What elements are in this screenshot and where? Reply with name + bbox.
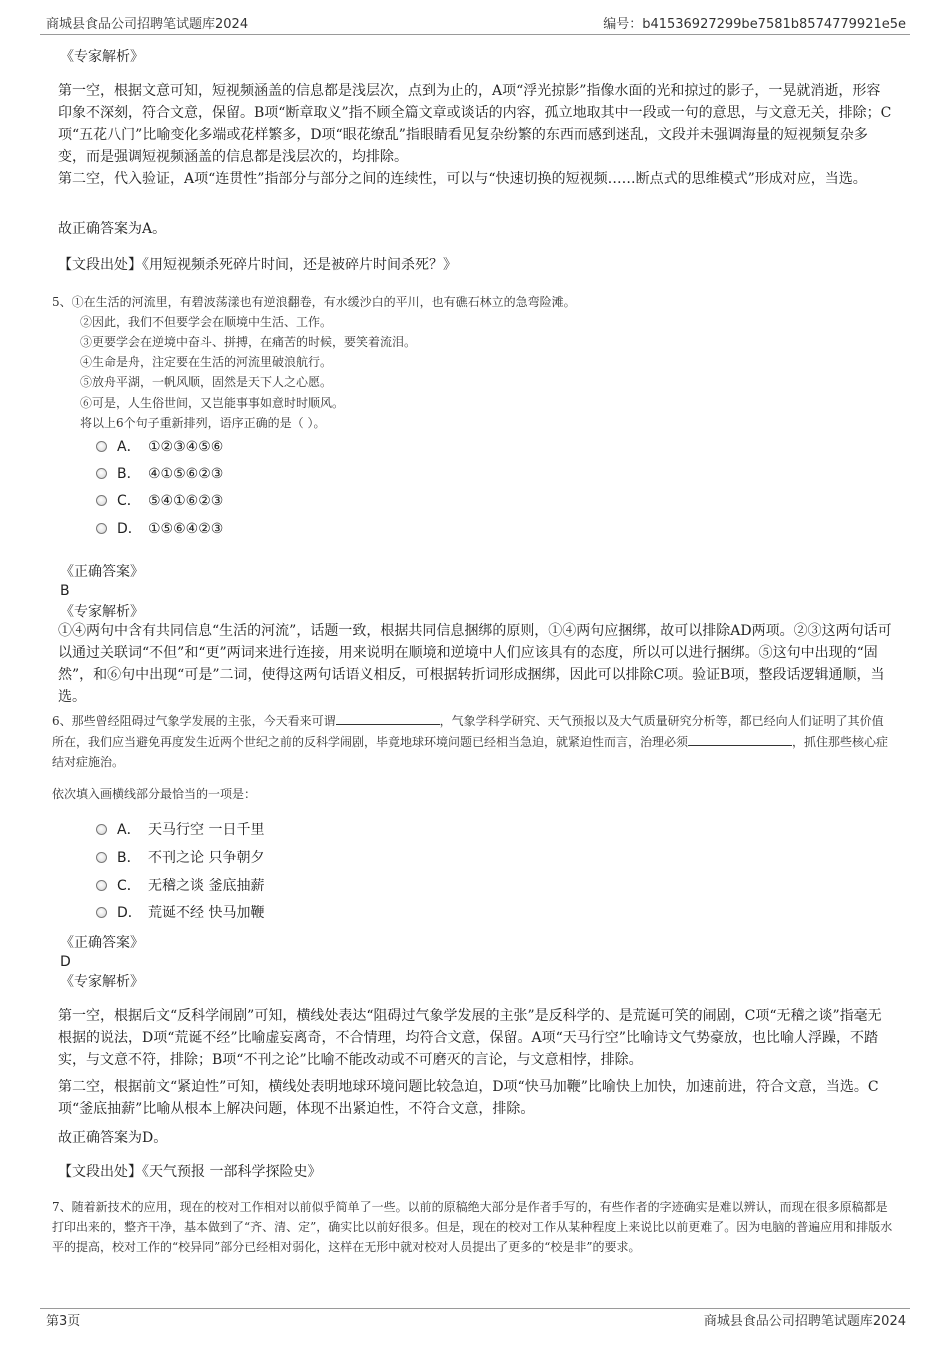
option-text: 无稽之谈 釜底抽薪	[148, 878, 265, 894]
q5-stem-prompt: 将以上6个句子重新排列，语序正确的是（ ）。	[80, 416, 326, 430]
footer-title: 商城县食品公司招聘笔试题库2024	[703, 1314, 906, 1329]
q6-prompt: 依次填入画横线部分最恰当的一项是：	[52, 787, 257, 801]
q7-stem: 7、随着新技术的应用，现在的校对工作相对以前似乎简单了一些。以前的原稿绝大部分是作者手写的，有些作者的字迹确实是难以辨认，而现在很多原稿都是打印出来的，整齐干净，基本做到了“齐、清、定”，确实比以前好很多。但是，现在的校对工作从某种程度上来说比以前更难了。因为电脑的普遍应用和排版水平的提高，校对工作的“校异同”部分已经相对弱化，这样在无形中就对校对人员提出了更多的“校是非”的要求。	[52, 1200, 893, 1254]
q6-expert-title: 《专家解析》	[60, 974, 144, 990]
option-label: B．	[117, 850, 141, 866]
q6-analysis-para2: 第二空，根据前文“紧迫性”可知，横线处表明地球环境问题比较急迫，D项“快马加鞭”比喻快上加快，加速前进，符合文意，当选。C项“釜底抽薪”比喻从根本上解决问题，体现不出紧迫性，不符合文意，排除。	[58, 1079, 879, 1117]
q5-stem-line-4: ④生命是舟，注定要在生活的河流里破浪航行。	[80, 355, 333, 369]
header-serial: 编号：b41536927299be7581b8574779921e5e	[603, 17, 906, 32]
page-footer	[46, 1310, 906, 1330]
q4-conclusion: 故正确答案为A。	[58, 221, 167, 237]
footer-divider	[40, 1308, 910, 1309]
q5-answer-title: 《正确答案》	[60, 564, 144, 580]
option-text: ①②③④⑤⑥	[148, 439, 224, 455]
option-label: B．	[117, 466, 141, 482]
radio-icon[interactable]	[96, 495, 107, 506]
option-text: ①⑤⑥④②③	[148, 521, 224, 537]
q6-answer-title: 《正确答案》	[60, 935, 144, 951]
option-text: 天马行空 一日千里	[148, 822, 265, 838]
q5-expert-title: 《专家解析》	[60, 604, 144, 620]
q6-source: 【文段出处】《天气预报 一部科学探险史》	[58, 1164, 322, 1180]
q4-source: 【文段出处】《用短视频杀死碎片时间，还是被碎片时间杀死？》	[58, 257, 457, 273]
option-label: A．	[117, 822, 141, 838]
option-label: D．	[117, 905, 142, 921]
radio-icon[interactable]	[96, 907, 107, 918]
q4-analysis-para2: 第二空，代入验证，A项“连贯性”指部分与部分之间的连续性，可以与“快速切换的短视频……断点式的思维模式”形成对应，当选。	[58, 171, 867, 187]
radio-icon[interactable]	[96, 852, 107, 863]
radio-icon[interactable]	[96, 468, 107, 479]
option-label: C．	[117, 493, 141, 509]
q5-stem-line-5: ⑤放舟平湖，一帆风顺，固然是天下人之心愿。	[80, 375, 333, 389]
q5-stem-line-6: ⑥可是，人生俗世间，又岂能事事如意时时顺风。	[80, 396, 345, 410]
q5-answer: B	[60, 583, 70, 599]
option-label: D．	[117, 521, 142, 537]
q6-analysis-para1: 第一空，根据后文“反科学闹剧”可知，横线处表达“阻碍过气象学发展的主张”是反科学的、是荒诞可笑的闹剧，C项“无稽之谈”指毫无根据的说法，D项“荒诞不经”比喻虚妄离奇，不合情理，均符合文意，保留。A项“天马行空”比喻诗文气势豪放，也比喻人浮躁，不踏实，与文意不符，排除；B项“不刊之论”比喻不能改动或不可磨灭的言论，与文意相悖，排除。	[58, 1008, 882, 1068]
q5-stem-line-3: ③更要学会在逆境中奋斗、拼搏，在痛苦的时候，要笑着流泪。	[80, 335, 417, 349]
header-title: 商城县食品公司招聘笔试题库2024	[46, 17, 249, 32]
q6-answer: D	[60, 954, 71, 970]
q6-conclusion: 故正确答案为D。	[58, 1130, 168, 1146]
radio-icon[interactable]	[96, 880, 107, 891]
footer-page-number: 第3页	[46, 1314, 81, 1329]
q6-blank-1	[336, 710, 440, 725]
q4-analysis-para1: 第一空，根据文意可知，短视频涵盖的信息都是浅层次，点到为止的，A项“浮光掠影”指像水面的光和掠过的影子，一晃就消逝，形容印象不深刻，符合文意，保留。B项“断章取义”指不顾全篇文章或谈话的内容，孤立地取其中一段或一句的意思，与文意无关，排除；C项“五花八门”比喻变化多端或花样繁多，D项“眼花缭乱”指眼睛看见复杂纷繁的东西而感到迷乱，文段并未强调海量的短视频复杂多变，而是强调短视频涵盖的信息都是浅层次的，均排除。	[58, 83, 892, 165]
header-divider	[40, 34, 910, 35]
q4-expert-title: 《专家解析》	[60, 49, 144, 65]
q6-stem-part3: ，抓住那些核心症结对症施治。	[52, 735, 889, 769]
q5-stem-line-2: ②因此，我们不但要学会在顺境中生活、工作。	[80, 315, 333, 329]
radio-icon[interactable]	[96, 441, 107, 452]
radio-icon[interactable]	[96, 523, 107, 534]
q6-stem	[52, 710, 892, 772]
q5-analysis: ①④两句中含有共同信息“生活的河流”，话题一致，根据共同信息捆绑的原则，①④两句应捆绑，故可以排除AD两项。②③这两句话可以通过关联词“不但”和“更”两词来进行连接，用来说明在顺境和逆境中人们应该具有的态度，所以可以进行捆绑。⑤这句中出现的“固然”，和⑥句中出现“可是”二词，使得这两句话语义相反，可根据转折词形成捆绑，因此可以排除C项。验证B项，整段话逻辑通顺，当选。	[58, 623, 892, 705]
option-text: ④①⑤⑥②③	[148, 466, 224, 482]
q6-stem-part1: 6、那些曾经阻碍过气象学发展的主张，今天看来可谓	[52, 714, 336, 728]
option-label: C．	[117, 878, 141, 894]
q6-stem-part2: ，气象学科学研究、天气预报以及大气质量研究分析等，都已经向人们证明了其价值所在，我们应当避免再度发生近两个世纪之前的反科学闹剧，毕竟地球环境问题已经相当急迫，就紧迫性而言，治理必须	[52, 714, 884, 749]
q6-blank-2	[688, 731, 792, 746]
option-text: 不刊之论 只争朝夕	[148, 850, 265, 866]
option-label: A．	[117, 439, 141, 455]
option-text: ⑤④①⑥②③	[148, 493, 224, 509]
radio-icon[interactable]	[96, 824, 107, 835]
q5-stem-line-1: 5、①在生活的河流里，有碧波荡漾也有逆浪翻卷，有水缓沙白的平川，也有礁石林立的急弯险滩。	[52, 295, 576, 309]
page-header	[46, 13, 906, 33]
option-text: 荒诞不经 快马加鞭	[148, 905, 265, 921]
